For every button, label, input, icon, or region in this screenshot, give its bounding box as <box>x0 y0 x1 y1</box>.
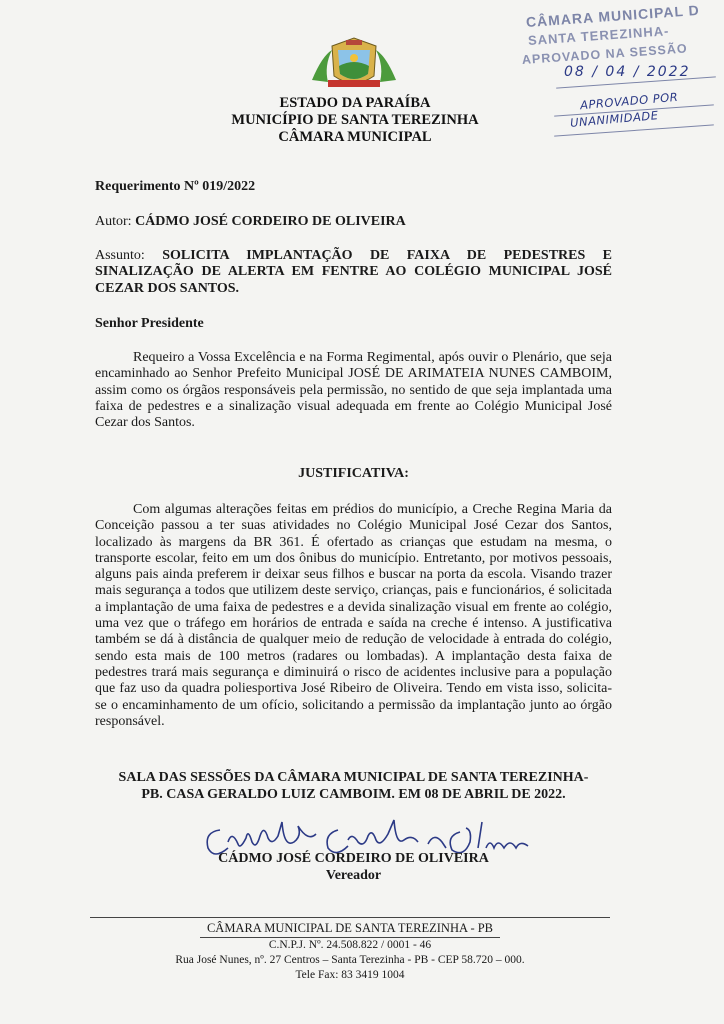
author-name: CÁDMO JOSÉ CORDEIRO DE OLIVEIRA <box>135 214 406 229</box>
author-label: Autor: <box>95 214 132 229</box>
approval-stamp <box>520 1 724 136</box>
stamp-date: 08 / 04 / 2022 <box>564 64 691 80</box>
subject-label: Assunto: <box>95 248 145 263</box>
request-number: Requerimento Nº 019/2022 <box>95 179 256 194</box>
footer <box>90 920 610 983</box>
footer-chamber-name: CÂMARA MUNICIPAL DE SANTA TEREZINHA - PB <box>200 920 500 938</box>
footer-cnpj: C.N.P.J. Nº. 24.508.822 / 0001 - 46 <box>268 939 432 951</box>
stamp-line-3: APROVADO NA SESSÃO <box>521 41 689 67</box>
salutation: Senhor Presidente <box>95 316 204 331</box>
institution-header <box>200 95 510 146</box>
header-municipality: MUNICÍPIO DE SANTA TEREZINHA <box>231 112 479 128</box>
signer-name: CÁDMO JOSÉ CORDEIRO DE OLIVEIRA <box>218 851 489 866</box>
request-paragraph: Requeiro a Vossa Excelência e na Forma Regimental, após ouvir o Plenário, que seja encaminhado ao Senhor Prefeito Municipal JOSÉ DE ARIMATEIA NUNES CAMBOIM, assim como os órgãos responsáveis pela permissão, no sentido de que seja implantada uma faixa de pedestres e a sinalização visual adequada em frente ao Colégio Municipal José Cezar dos Santos. <box>95 350 612 431</box>
stamp-handwritten-1: APROVADO POR <box>579 89 679 113</box>
session-hall-line-2: PB. CASA GERALDO LUIZ CAMBOIM. EM 08 DE ABRIL DE 2022. <box>141 787 566 802</box>
stamp-handwritten-2: UNANIMIDADE <box>569 108 659 130</box>
header-chamber: CÂMARA MUNICIPAL <box>278 129 432 145</box>
municipal-crest-icon <box>302 36 406 92</box>
footer-phone: Tele Fax: 83 3419 1004 <box>295 969 405 981</box>
footer-divider <box>90 917 610 918</box>
stamp-line-2: SANTA TEREZINHA- <box>527 23 670 48</box>
signer-block <box>95 850 612 884</box>
header-state: ESTADO DA PARAÍBA <box>279 95 431 111</box>
signer-role: Vereador <box>325 868 382 883</box>
subject-block <box>95 248 612 297</box>
session-hall-line-1: SALA DAS SESSÕES DA CÂMARA MUNICIPAL DE SANTA TEREZINHA- <box>118 770 589 785</box>
footer-address: Rua José Nunes, nº. 27 Centros – Santa Terezinha - PB - CEP 58.720 – 000. <box>175 954 525 966</box>
justification-title: JUSTIFICATIVA: <box>298 466 409 481</box>
author-line <box>95 214 612 230</box>
stamp-line-1: CÂMARA MUNICIPAL D <box>525 1 701 30</box>
session-hall-line <box>95 769 612 803</box>
justification-paragraph: Com algumas alterações feitas em prédios do município, a Creche Regina Maria da Conceição passou a ter suas atividades no Colégio Municipal José Cezar dos Santos, localizado às margens da BR 361. É ofertado as crianças que estudam na mesma, o transporte escolar, feito em um dos ônibus do município. Entretanto, por motivos pessoais, alguns pais ainda preferem ir deixar seus filhos e buscar na porta da escola. Visando trazer mais segurança a todos que utilizem deste serviço, crianças, pais e funcionários, é solicitada a implantação de uma faixa de pedestres e a devida sinalização visual em frente ao colégio, uma vez que o tráfego em horários de entrada e saída na creche é intenso. A justificativa também se dá à distância de qualquer meio de redução de velocidade à entrada do colégio, sendo esta mais de 100 metros (radares ou lombadas). A implantação desta faixa de pedestres trará mais segurança e diminuirá o risco de acidentes inclusive para a população que faz uso da quadra poliesportiva José Ribeiro de Oliveira. Tendo em vista isso, solicita-se o encaminhamento de um ofício, solicitando a permissão da implantação junto ao órgão responsável. <box>95 502 612 729</box>
subject-text: SOLICITA IMPLANTAÇÃO DE FAIXA DE PEDESTRES E SINALIZAÇÃO DE ALERTA EM FENTRE AO COLÉGIO MUNICIPAL JOSÉ CEZAR DOS SANTOS. <box>95 248 612 296</box>
